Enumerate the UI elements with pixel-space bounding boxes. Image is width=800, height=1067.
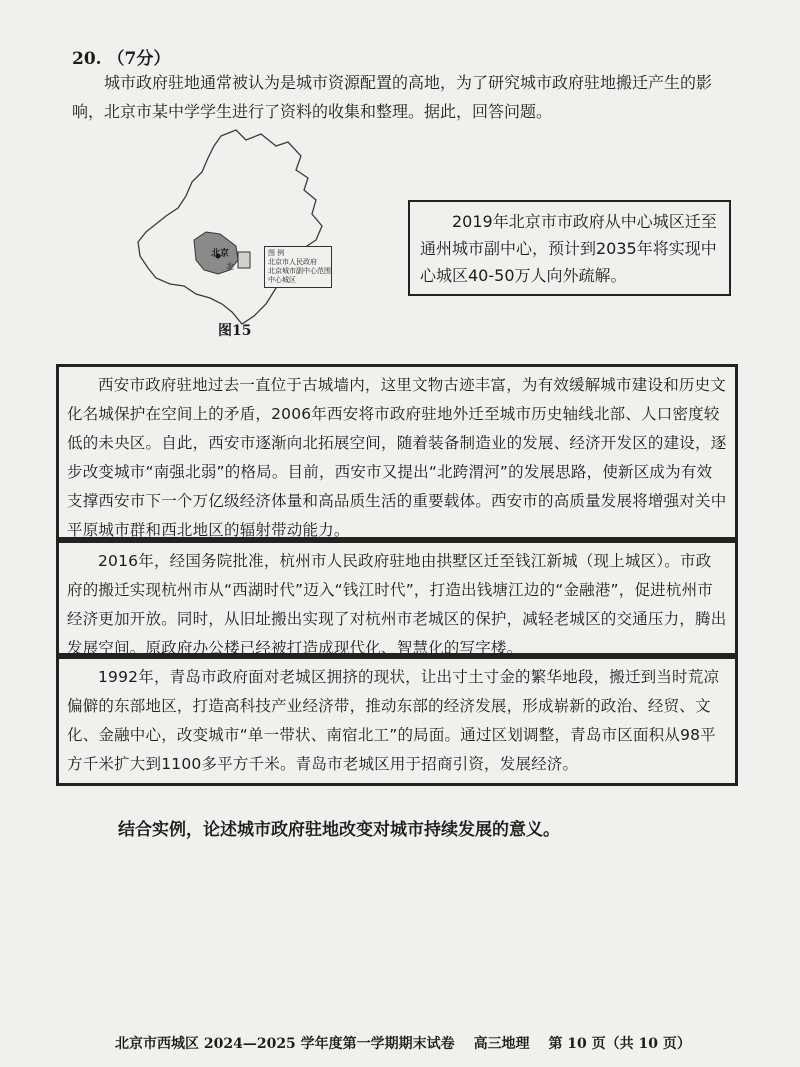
beijing-outline-map (126, 128, 386, 333)
question-points: （7分） (107, 49, 171, 69)
question-intro: 城市政府驻地通常被认为是城市资源配置的高地，为了研究城市政府驻地搬迁产生的影响，北京市某中学学生进行了资料的收集和整理。据此，回答问题。 (72, 73, 713, 121)
question-task: 结合实例，论述城市政府驻地改变对城市持续发展的意义。 (118, 820, 560, 840)
beijing-boundary (138, 130, 322, 324)
map-legend (264, 246, 332, 288)
case-xian: 西安市政府驻地过去一直位于古城墙内，这里文物古迹丰富，为有效缓解城市建设和历史文化名城保护在空间上的矛盾，2006年西安将市政府驻地外迁至城市历史轴线北部、人口密度较低的未央区。自此，西安市逐渐向北拓展空间，随着装备制造业的发展、经济开发区的建设，逐步改变城市“南强北弱”的格局。目前，西安市又提出“北跨渭河”的发展思路，使新区成为有效支撑西安市下一个万亿级经济体量和高品质生活的重要载体。西安市的高质量发展将增强对关中平原城市群和西北地区的辐射带动能力。 (56, 364, 738, 540)
figure-caption: 图15 (218, 323, 252, 339)
map-label-beijing-short: 北 (226, 262, 234, 271)
footer-subject: 高三地理 (473, 1036, 530, 1052)
sub-center-area (238, 252, 250, 268)
beijing-info-box: 2019年北京市市政府从中心城区迁至通州城市副中心，预计到2035年将实现中心城区40-50万人向外疏解。 (408, 200, 731, 296)
legend-item: 北京市人民政府 (268, 258, 317, 266)
question-header (72, 44, 170, 69)
map-label-beijing: 北京 (211, 249, 230, 259)
legend-title: 图 例 (268, 249, 285, 257)
footer-page-number: 第 10 页（共 10 页） (548, 1036, 691, 1052)
legend-item: 北京城市副中心范围 (268, 267, 331, 275)
case-hangzhou: 2016年，经国务院批准，杭州市人民政府驻地由拱墅区迁至钱江新城（现上城区）。市政府的搬迁实现杭州市从“西湖时代”迈入“钱江时代”，打造出钱塘江边的“金融港”，促进杭州市经济更加开放。同时，从旧址搬出实现了对杭州市老城区的保护，减轻老城区的交通压力，腾出发展空间。原政府办公楼已经被打造成现代化、智慧化的写字楼。 (56, 540, 738, 656)
case-qingdao: 1992年，青岛市政府面对老城区拥挤的现状，让出寸土寸金的繁华地段，搬迁到当时荒凉偏僻的东部地区，打造高科技产业经济带，推动东部的经济发展，形成崭新的政治、经贸、文化、金融中心，改变城市“单一带状、南宿北工”的局面。通过区划调整，青岛市区面积从98平方千米扩大到1100多平方千米。青岛市老城区用于招商引资，发展经济。 (56, 656, 738, 786)
legend-item: 中心城区 (268, 276, 296, 284)
beijing-map-figure (126, 128, 386, 333)
question-number: 20. (72, 49, 102, 69)
page-footer (115, 1033, 705, 1053)
footer-exam-title: 北京市西城区 2024—2025 学年度第一学期期末试卷 (115, 1036, 455, 1052)
